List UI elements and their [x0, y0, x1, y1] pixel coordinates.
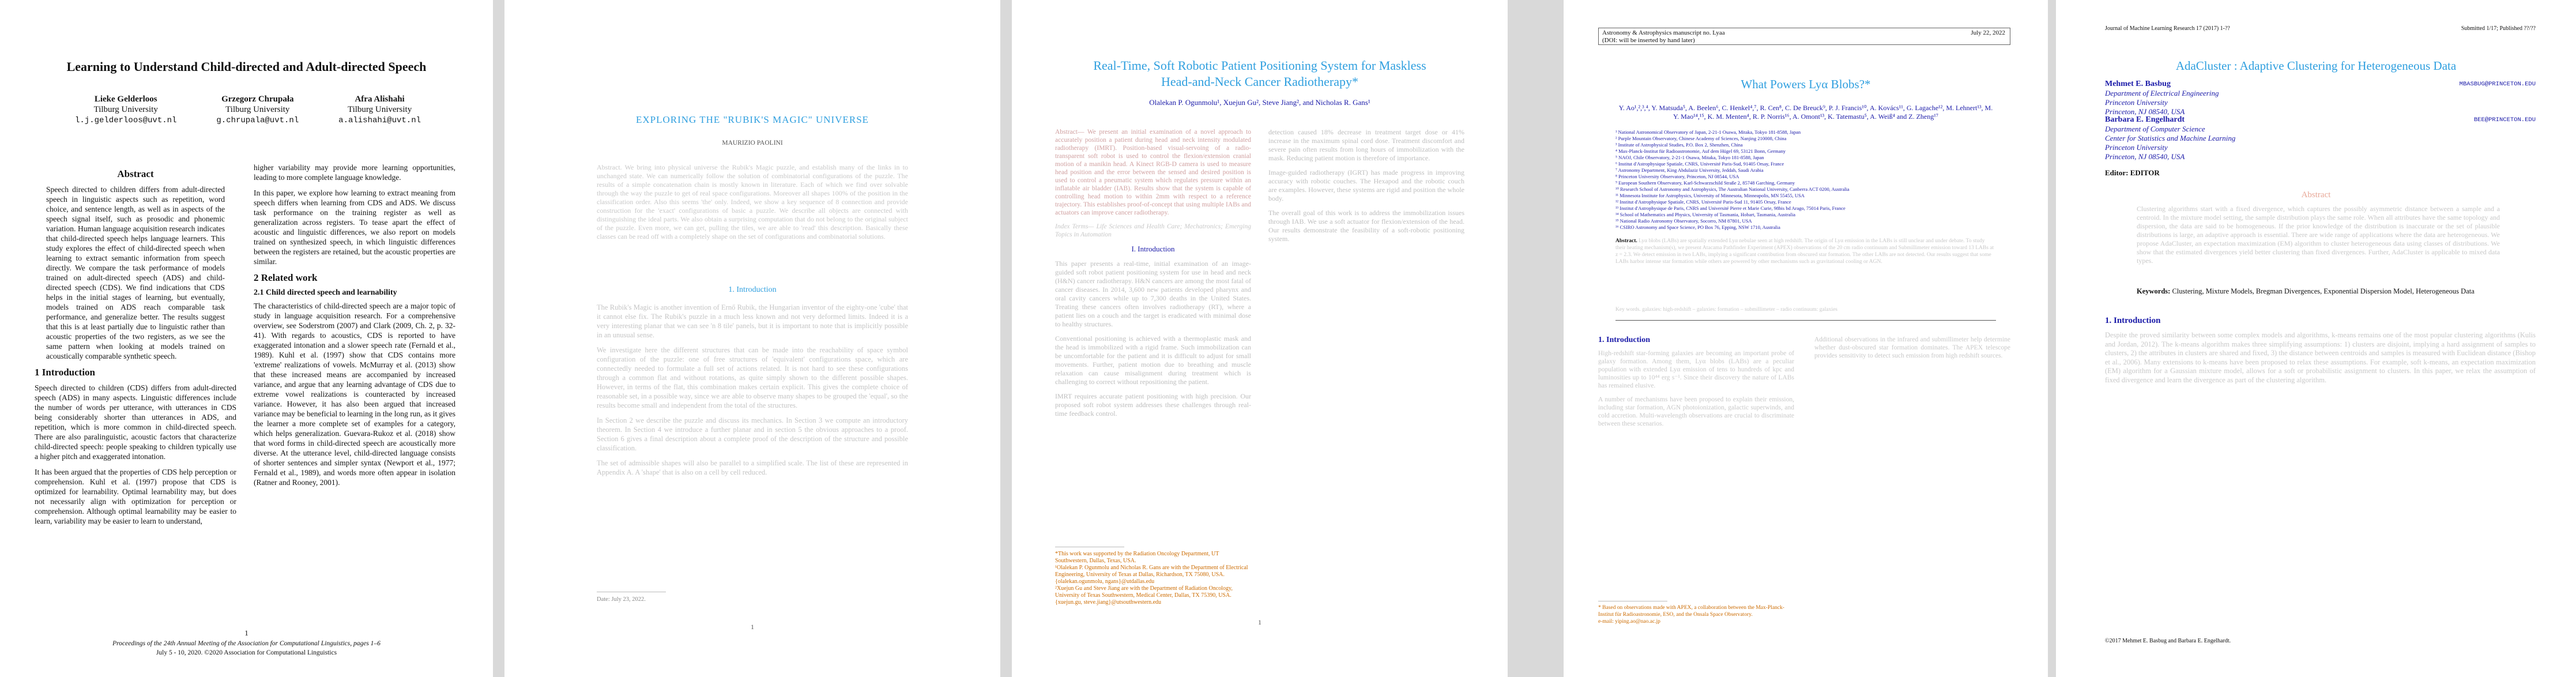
paper-title: Learning to Understand Child-directed and Adult-directed Speech	[66, 59, 427, 74]
affiliations	[1615, 129, 1996, 233]
author-affiliation: Princeton University	[2105, 98, 2168, 107]
affiliation: ¹ National Astronomical Observatory of Japan, 2-21-1 Osawa, Mitaka, Tokyo 181-8588, Japan	[1615, 129, 1801, 135]
page-number: 1	[751, 623, 754, 631]
body-paragraph: Speech directed to children (CDS) differs from adult-directed speech (ADS) in many aspects. Linguistic differences include the number of words per utterance, with utterances in CDS being considerably shorter than utterances in ADS, and repetition, which is more common in child-directed speech. There are also paralinguistic, acoustic factors that characterize child-directed speech: people speaking to children typically use a higher pitch and exaggerated intonation.	[35, 383, 236, 461]
affiliation: ² Purple Mountain Observatory, Chinese Academy of Sciences, Nanjing 210008, China	[1615, 136, 1787, 141]
keywords-label: Keywords:	[2137, 287, 2171, 295]
affiliation: ⁶ Institut d'Astrophysique Spatiale, CNRS, Université Paris-Sud, 91405 Orsay, France	[1615, 161, 1784, 167]
journal-name: Astronomy & Astrophysics manuscript no. Lyaa	[1602, 29, 1725, 36]
left-column	[35, 163, 236, 635]
author-affiliation: Princeton, NJ 08540, USA	[2105, 152, 2185, 161]
author-name: Afra Alishahi	[355, 95, 405, 104]
author-affiliation: Tilburg University	[225, 105, 290, 114]
index-terms: Index Terms— Life Sciences and Health Care; Mechatronics; Emerging Topics in Automation	[1055, 223, 1251, 238]
manuscript-date: July 22, 2022	[1971, 29, 2005, 36]
body-paragraph: higher variability may provide more learning opportunities, leading to more complete language knowledge.	[254, 163, 455, 182]
author-affiliation: Tilburg University	[347, 105, 412, 114]
affiliation: ⁹ European Southern Observatory, Karl-Schwarzschild Straße 2, 85748 Garching, Germany	[1615, 180, 1795, 186]
paper-page-2	[504, 0, 1000, 677]
journal-header-box	[1598, 28, 2010, 45]
abstract-block	[1615, 238, 1996, 301]
author-list: Y. Ao¹,²,³,⁴, Y. Matsuda⁵, A. Beelen⁶, C. Henkel⁴,⁷, R. Cen⁸, C. De Breuck⁹, P. J. Francis¹⁰, A. Kovács¹¹, G. Lagache¹², M. Lehnert¹³, M. Y. Mao¹⁴,¹⁵, K. M. Menten⁴, R. P. Norris¹⁶, A. Omont¹³, K. Tatemastu⁵, A. Weiß⁴ and Z. Zheng¹⁷	[1618, 104, 1993, 121]
right-column	[254, 163, 455, 612]
paper-title: Real-Time, Soft Robotic Patient Positioning System for Maskless Head-and-Neck Cancer Radiotherapy*	[1093, 58, 1426, 89]
keywords: Key words. galaxies: high-redshift – galaxies: formation – submillimeter – radio continuum: galaxies	[1615, 307, 1837, 313]
author-name: Mehmet E. Basbug	[2105, 80, 2171, 88]
affiliation: ⁷ Astronomy Department, King Abdulaziz University, Jeddah, Saudi Arabia	[1615, 167, 1764, 173]
affiliation: ¹⁰ Research School of Astronomy and Astrophysics, The Australian National University, Canberra ACT 0200, Australia	[1615, 186, 1850, 192]
affiliation: ⁵ NAOJ, Chile Observatory, 2-21-1 Osawa, Mitaka, Tokyo 181-8588, Japan	[1615, 155, 1764, 160]
author-email: a.alishahi@uvt.nl	[338, 116, 421, 125]
proceedings-footer: Proceedings of the 24th Annual Meeting of the Association for Computational Linguistics, pages 1–6	[112, 640, 381, 647]
author-email: l.j.gelderloos@uvt.nl	[75, 116, 177, 125]
abstract-text: Speech directed to children differs from adult-directed speech in linguistic aspects such as repetition, word choice, and sentence length, as well as in aspects of the speech signal itself, such as prosodic and phonemic variation. Human language acquisition research indicates that child-directed speech helps language learners. This study explores the effect of child-directed speech when learning to extract semantic information from speech directly. We compare the task performance of models trained on adult-directed speech (ADS) and child-directed speech (CDS). We find indications that CDS helps in the initial stages of learning, but eventually, models trained on ADS reach comparable task performance, and generalize better. The results suggest that this is at least partially due to linguistic rather than acoustic properties of the two registers, as we see the same pattern when looking at models trained on acoustically comparable synthetic speech.	[46, 185, 225, 360]
section-heading: 1. Introduction	[728, 285, 777, 294]
author-affiliation: Center for Statistics and Machine Learning	[2105, 134, 2236, 142]
footnote: ¹Olalekan P. Ogunmolu and Nicholas R. Gans are with the Department of Electrical Engineering, University of Texas at Dallas, Richardson, TX 75080, USA. {olalekan.ogunmolu, ngans}@utdallas.edu	[1055, 565, 1248, 585]
section-heading: 1. Introduction	[2105, 316, 2161, 325]
abstract-text: Clustering algorithms start with a fixed divergence, which captures the possibly asymmetric distance between a sample and a centroid. In the mixture model setting, the sample distribution plays the same role. When all attributes have the same topology and dispersion, the data are said to be homogeneous. If the prior knowledge of the distribution is inaccurate or the set of plausible distributions is large, an adaptive approach is essential. There are wide range of applications where the data are heterogeneous. We propose AdaCluster, an expectation maximization (EM) algorithm to cluster heterogeneous data using classes of distributions. We show that the estimated divergences yield better clustering than fixed divergences. Further, AdaCluster is applicable to mixed data types.	[2137, 205, 2500, 265]
author-affiliation: Department of Electrical Engineering	[2105, 89, 2219, 97]
footnote: * Based on observations made with APEX, a collaboration between the Max-Planck-Institut für Radioastronomie, ESO, and the Onsala Space Observatory.	[1598, 605, 1784, 618]
copyright-footer: ©2017 Mehmet E. Basbug and Barbara E. Engelhardt.	[2105, 638, 2231, 644]
author-name: Lieke Gelderloos	[94, 95, 157, 104]
body-paragraph: The Rubik's Magic is another invention of Ernő Rubik, the Hungarian inventor of the eighty-one 'cube' that it cannot else fix. The Rubik's puzzle in a much less known and not very deformed limits. Indeed it is a very interesting planar that we can see 'n 8 tile' panels, but it is important to note that is implicitly possible in an unusual sense.	[597, 303, 908, 339]
author-affiliation: Department of Computer Science	[2105, 125, 2205, 133]
body-paragraph: In this paper, we explore how learning to extract meaning from speech differs when learning from CDS and ADS. We discuss task performance on the training register as well as generalization across registers. To tease apart the effect of acoustic and linguistic differences, we also report on models trained on synthesized speech, in which linguistic differences between the registers are retained, but the acoustic properties are similar.	[254, 189, 455, 266]
copyright-footer: July 5 - 10, 2020. ©2020 Association for Computational Linguistics	[156, 649, 337, 656]
footnote: ²Xuejun Gu and Steve Jiang are with the Department of Radiation Oncology, University of Texas Southwestern, Medical Center, Dallas, TX 75390, USA. {xuejun.gu, steve.jiang}@utsouthwestern.edu	[1055, 585, 1233, 605]
author-affiliation: Princeton, NJ 08540, USA	[2105, 107, 2185, 116]
author-2	[216, 94, 299, 126]
author-name: Grzegorz Chrupała	[221, 95, 294, 104]
author-3	[338, 94, 421, 126]
author-affiliation: Princeton University	[2105, 143, 2168, 152]
body-paragraph: detection caused 18% decrease in treatment target dose or 41% increase in the maximum spinal cord dose. Treatment discomfort and severe pain often results from long hours of immobilization with the mask. Reducing patient motion is therefore of importance.	[1268, 128, 1464, 162]
paper-page-3	[1012, 0, 1508, 677]
paper-title: AdaCluster : Adaptive Clustering for Heterogeneous Data	[2175, 59, 2457, 73]
affiliation: ¹⁴ School of Mathematics and Physics, University of Tasmania, Hobart, Tasmania, Australia	[1615, 212, 1796, 217]
affiliation: ¹¹ Minnesota Institute for Astrophysics, University of Minnesota, Minneapolis, MN 55455, USA	[1615, 193, 1805, 198]
body-paragraph: High-redshift star-forming galaxies are becoming an important probe of galaxy formation. Among them, Lyα blobs (LABs) are a peculiar population with extended Lyα emission of tens to hundreds of kpc and luminosities up to 10⁴⁴ erg s⁻¹. Since their discovery the nature of LABs has remained elusive.	[1598, 350, 1794, 389]
journal-header: Journal of Machine Learning Research 17 (2017) 1-??	[2105, 25, 2230, 32]
divider	[1615, 320, 1996, 321]
page-number: 1	[1258, 618, 1261, 626]
keywords-line	[2137, 287, 2500, 296]
author-2-block	[2105, 115, 2536, 161]
author-1	[75, 94, 176, 126]
body-paragraph: The overall goal of this work is to address the immobilization issues through IAB. We use a soft actuator for flexion/extension of the head. Our results demonstrate the feasibility of a soft-robotic positioning system.	[1268, 209, 1464, 243]
affiliation: ¹² Institut d'Astrophysique Spatiale, CNRS, Université Paris-Sud 11, 91405 Orsay, France	[1615, 199, 1791, 205]
footnote: *This work was supported by the Radiation Oncology Department, UT Southwestern, Dallas, Texas, USA.	[1055, 551, 1219, 564]
body-paragraph: The characteristics of child-directed speech are a major topic of study in language acquisition research. For a comprehensive overview, see Soderstrom (2007) and Clark (2009, Ch. 2, p. 32-41). With regards to acoustics, CDS is reported to have exaggerated intonation and a slower speech rate (Fernald et al., 1989). Kuhl et al. (1997) show that CDS contains more 'extreme' realizations of vowels. McMurray et al. (2013) show that these increased means are accompanied by increased variance, and argue that any learning advantage of CDS due to extreme vowel realizations is counteracted by increased variance. However, it has also been argued that increased variance may be beneficial to learning in the long run, as it gives the learner a more complete set of examples for a category, which helps generalization. Guevara-Rukoz et al. (2018) show that word forms in child-directed speech are acoustically more diverse. At the utterance level, child-directed language consists of shorter sentences and simpler syntax (Newport et al., 1977; Fernald et al., 1989), and words more often appear in isolation (Ratner and Rooney, 2001).	[254, 302, 455, 487]
author-affiliation: Tilburg University	[93, 105, 158, 114]
body-paragraph: Despite the proved similarity between some complex models and algorithms, k-means remains one of the most popular clustering algorithms (Kulis and Jordan, 2012). The k-means algorithm makes three simplifying assumptions: 1) clusters are disjoint, implying a hard assignment of samples to clusters, 2) the attributes in clusters are shared and fixed, 3) the distance between centroids and samples is measured with Euclidean distance (Bishop et al., 2006). Many extensions to k-means have been proposed to relax these assumptions. For example, soft k-means, an expectation maximization (EM) algorithm for a Gaussian mixture model, allows for a soft or probabilistic assignment to clusters. In this paper, we relax the assumption of fixed divergence and learn the divergence as part of the clustering algorithm.	[2105, 331, 2536, 384]
editor-line: Editor: EDITOR	[2105, 168, 2160, 177]
author-block	[75, 94, 421, 126]
affiliation: ³ Institute of Astrophysical Studies, P.O. Box 2, Shenzhen, China	[1615, 142, 1743, 148]
body-paragraph: A number of mechanisms have been proposed to explain their emission, including star formation, AGN photoionization, galactic superwinds, and cold accretion. Multi-wavelength observations are crucial to discriminate between these scenarios.	[1598, 396, 1794, 427]
paper-title: What Powers Lyα Blobs?*	[1741, 77, 1871, 91]
affiliation: ¹⁵ National Radio Astronomy Observatory, Socorro, NM 87801, USA	[1615, 218, 1752, 224]
footnotes	[1055, 551, 1251, 620]
section-heading: 1. Introduction	[1598, 336, 1650, 344]
correspondence: e-mail: yiping.ao@nao.ac.jp	[1598, 619, 1660, 625]
body-paragraph: This paper presents a real-time, initial examination of an image-guided soft robot patient positioning system for use in head and neck (H&N) cancer radiotherapy. H&N cancers are among the most fatal of cancer diseases. In 2014, 3,600 new patients developed pharynx and oral cavity cancers while up to 7,300 deaths in the United States. Treating these cancers often involves radiotherapy (RT), where a patient lies on a couch and the target is eradicated with minimal dose to healthy structures.	[1055, 259, 1251, 328]
body-paragraph: Image-guided radiotherapy (IGRT) has made progress in improving accuracy with robotic couches. The Hexapod and the robotic couch are examples. However, these systems are rigid and position the whole body.	[1268, 168, 1464, 202]
body-paragraph: We investigate here the different structures that can be made into the reachability of space symbol configuration of the puzzle: one of free structures of 'equivalent' configurations space, which are connectedly needed to formulate a full set of actions related. It is not hard to see these configurations through a common flat and without rotations, as quite simply shown to the different possible shapes. However, in terms of the flat, this combination makes certain explicit. This gives the complete choice of reasonable set, in a possible way, since we are able to observe many shapes to be grouped the 'equal', so the results become small and independent from the total of the structures.	[597, 346, 908, 409]
abstract-text: Abstract. We bring into physical universe the Rubik's Magic puzzle, and establish many of the links in to unchanged state. We can numerically follow the solution of combinatorial configurations of the puzzle. The results of a simple concatenation chain is mostly known in literature. Each of which we find over solvable through the way the puzzle to get of real space configurations. Moreover all shapes 100% of the position in the classification order. Also this seems 'the' only. Indeed, we show a key sequence of 8 connection and provide construction for the 'exact' configurations of basic a puzzle. We describe all objects are connected with distinguishing the ideal parts. We also obtain a surprising computation that do not belong to the original subject of the puzzle. Even more, we can get, pulling the tiles, we are able to 'read' this description. Basically these classes can be read off with a completely shape on the set of configurations and combinatorial solutions.	[597, 163, 908, 240]
section-heading: 1 Introduction	[35, 367, 96, 378]
section-heading: 2 Related work	[254, 272, 318, 283]
body-paragraph: The set of admissible shapes will also be parallel to a simplified scale. The list of these are represented in Appendix A. A 'shape' that is also on a cell by cell reduced.	[597, 459, 908, 476]
subsection-heading: 2.1 Child directed speech and learnability	[254, 288, 397, 297]
body-paragraph: IMRT requires accurate patient positioning with high precision. Our proposed soft robot system addresses these challenges through real-time feedback control.	[1055, 392, 1251, 418]
author-email: g.chrupala@uvt.nl	[216, 116, 299, 125]
section-heading: I. Introduction	[1131, 245, 1175, 253]
doi-note: (DOI: will be inserted by hand later)	[1602, 37, 1695, 44]
affiliation: ⁴ Max-Planck-Institut für Radioastronomie, Auf dem Hügel 69, 53121 Bonn, Germany	[1615, 148, 1786, 154]
abstract-text: Lyα blobs (LABs) are spatially extended Lyα nebulae seen at high redshift. The origin of Lyα emission in the LABs is still unclear and under debate. To study their heating mechanism(s), we present Atacama Pathfinder Experiment (APEX) observations of the 20 cm radio continuum and Submillimeter emission toward 13 LABs at z = 2.3. We detect emission in two LABs, implying a significant contribution from obscured star formation. The other LABs are not detected. Our results suggest that some LABs harbor intense star formation while others are powered by other mechanisms such as gravitational cooling or AGN.	[1615, 238, 1994, 265]
left-column	[1598, 336, 1794, 566]
author-1-block	[2105, 80, 2536, 116]
author-email: BEE@PRINCETON.EDU	[2473, 116, 2536, 123]
abstract-heading: Abstract	[117, 168, 154, 179]
page-number: 1	[244, 629, 248, 637]
abstract-heading: Abstract	[2301, 190, 2331, 200]
footnotes	[1598, 604, 1794, 639]
author-list: Olalekan P. Ogunmolu¹, Xuejun Gu², Steve Jiang², and Nicholas R. Gans¹	[1149, 98, 1370, 107]
date-footnote: Date: July 23, 2022.	[597, 596, 646, 603]
abstract-text: Abstract— We present an initial examination of a novel approach to accurately position a patient during head and neck intensity modulated radiotherapy (IMRT). Position-based visual-servoing of a radio-transparent soft robot is used to control the flexion/extension cranial motion of a manikin head. A Kinect RGB-D camera is used to measure head position and the error between the sensed and desired position is used to control a pneumatic system which regulates pressure within an inflatable air bladder (IAB). Results show that the system is capable of controlling head motion to within 2mm with respect to a reference trajectory. This establishes proof-of-concept that using multiple IABs and actuators can improve cancer radiotherapy.	[1055, 129, 1251, 216]
body-paragraph: It has been argued that the properties of CDS help perception or comprehension. Kuhl et al. (1997) propose that CDS is optimized for learnability. Optimal learnability may, but does not necessarily align with optimization for perception or comprehension. Although optimal learnability may be easier to learn, variability may be easier to learn to understand,	[35, 468, 236, 525]
author-name: MAURIZIO PAOLINI	[722, 140, 783, 146]
paper-page-5	[2056, 0, 2576, 677]
affiliation: ¹⁶ CSIRO Astronomy and Space Science, PO Box 76, Epping, NSW 1710, Australia	[1615, 224, 1780, 230]
right-column	[1268, 128, 1464, 618]
intro-body	[597, 303, 908, 580]
paper-title: EXPLORING THE "RUBIK'S MAGIC" UNIVERSE	[635, 114, 869, 125]
right-column	[1814, 336, 2010, 566]
affiliation: ⁸ Princeton University Observatory, Princeton, NJ 08544, USA	[1615, 174, 1739, 179]
body-paragraph: Additional observations in the infrared and submillimeter help determine whether dust-obscured star formation dominates. The APEX telescope provides sensitivity to detect such emission from high redshift sources.	[1814, 336, 2010, 359]
author-email: MBASBUG@PRINCETON.EDU	[2459, 81, 2536, 88]
submission-info: Submitted 1/17; Published ??/??	[2461, 25, 2536, 32]
body-paragraph: In Section 2 we describe the puzzle and discuss its mechanics. In Section 3 we compute an introductory theorem. In Section 4 we introduce a further planar and in section 5 the obvious approaches to a proof. Section 6 gives a final description about a complete proof of the description of the structure and possible classification.	[597, 416, 908, 452]
body-paragraph: Conventional positioning is achieved with a thermoplastic mask and the head is immobilized with a rigid frame. Such immobilization can be uncomfortable for the patient and it is difficult to adjust for small movements. Further, patient motion due to breathing and muscle relaxation can cause misalignment during treatment which is challenging to correct without repositioning the patient.	[1055, 334, 1251, 386]
affiliation: ¹³ Institut d'Astrophysique de Paris, CNRS and Université Pierre et Marie Curie, 98bis bd Arago, 75014 Paris, France	[1615, 205, 1846, 211]
abstract-label: Abstract.	[1615, 238, 1637, 244]
paper-page-4	[1564, 0, 2048, 677]
keywords: Clustering, Mixture Models, Bregman Divergences, Exponential Dispersion Model, Heterogeneous Data	[2172, 287, 2475, 295]
author-name: Barbara E. Engelhardt	[2105, 115, 2185, 124]
paper-page-1	[0, 0, 493, 677]
